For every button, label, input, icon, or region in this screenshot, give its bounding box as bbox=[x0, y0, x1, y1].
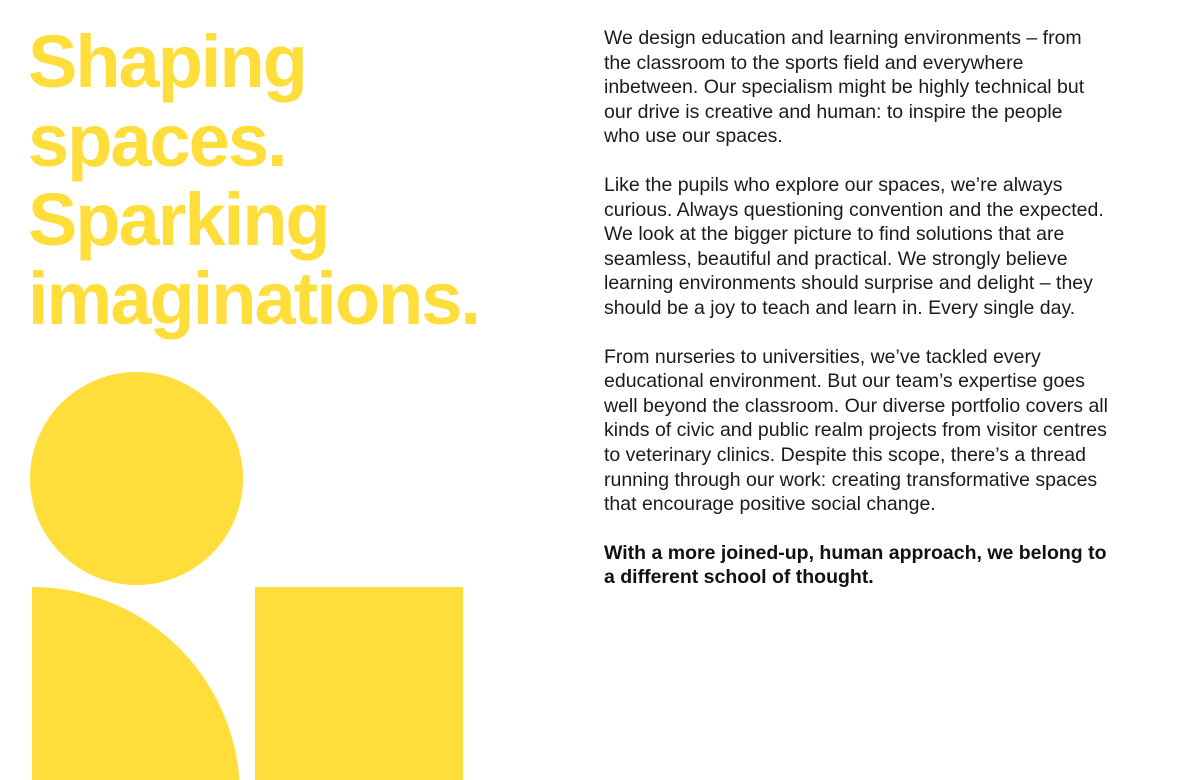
text-line: our drive is creative and human: to inspire the people bbox=[604, 100, 1063, 123]
text-line: Like the pupils who explore our spaces, we’re always bbox=[604, 173, 1063, 196]
text-line: From nurseries to universities, we’ve tackled every bbox=[604, 345, 1041, 368]
text-line: a different school of thought. bbox=[604, 566, 874, 589]
yellow-quarter-circle-shape bbox=[32, 587, 240, 780]
text-line: seamless, beautiful and practical. We strongly believe bbox=[604, 247, 1068, 270]
closing-statement bbox=[604, 541, 1184, 590]
text-line: curious. Always questioning convention and the expected. bbox=[604, 198, 1104, 221]
headline-line: spaces. bbox=[28, 99, 286, 182]
text-line: We design education and learning environments – from bbox=[604, 27, 1082, 49]
yellow-circle-shape bbox=[30, 372, 243, 585]
headline-line: Sparking bbox=[28, 178, 329, 261]
text-line: learning environments should surprise and delight – they bbox=[604, 272, 1093, 295]
headline-line: Shaping bbox=[28, 20, 306, 103]
text-line: well beyond the classroom. Our diverse portfolio covers all bbox=[604, 394, 1108, 417]
text-line: educational environment. But our team’s expertise goes bbox=[604, 370, 1085, 393]
text-line: who use our spaces. bbox=[604, 125, 783, 148]
text-line: to veterinary clinics. Despite this scope, there’s a thread bbox=[604, 443, 1086, 466]
text-line: running through our work: creating transformative spaces bbox=[604, 468, 1098, 491]
paragraph bbox=[604, 173, 1184, 321]
paragraph bbox=[604, 345, 1184, 517]
text-line: kinds of civic and public realm projects from visitor centres bbox=[604, 419, 1107, 442]
yellow-square-shape bbox=[255, 587, 463, 780]
text-line: With a more joined-up, human approach, we belong to bbox=[604, 541, 1107, 564]
text-line: We look at the bigger picture to find solutions that are bbox=[604, 223, 1065, 246]
headline bbox=[28, 22, 479, 338]
text-line: that encourage positive social change. bbox=[604, 493, 936, 516]
text-line: inbetween. Our specialism might be highly technical but bbox=[604, 76, 1085, 99]
body-copy bbox=[604, 26, 1184, 614]
paragraph bbox=[604, 26, 1184, 149]
headline-line: imaginations. bbox=[28, 257, 479, 340]
text-line: should be a joy to teach and learn in. Every single day. bbox=[604, 296, 1076, 319]
text-line: the classroom to the sports field and everywhere bbox=[604, 51, 1024, 74]
